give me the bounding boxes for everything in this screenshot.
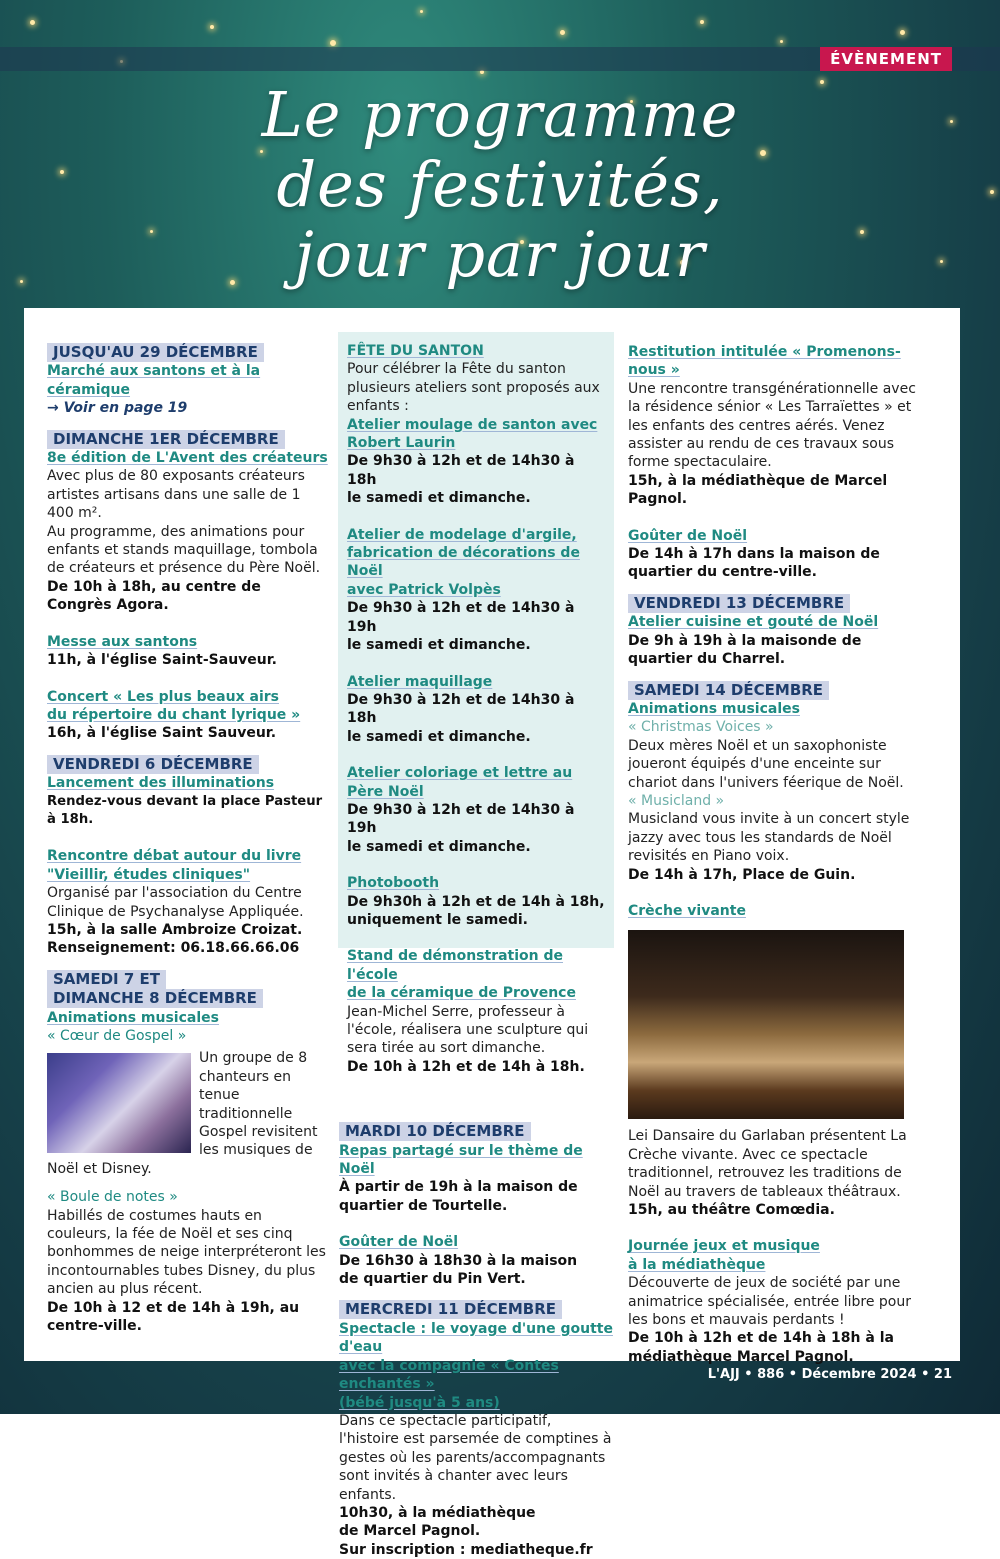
event-title: Stand de démonstration de l'école xyxy=(347,948,564,983)
event-title: avec Patrick Volpès xyxy=(347,581,501,598)
event-text: Avec plus de 80 exposants créateurs artistes artisans dans une salle de 1 400 m². xyxy=(47,468,305,522)
event-title: Goûter de Noël xyxy=(628,527,748,544)
event-text: Organisé par l'association du Centre Clinique de Psychanalyse Appliquée. xyxy=(47,885,304,920)
event-text: Une rencontre transgénérationnelle avec la résidence sénior « Les Tarraïettes » et les enfants des centres aérés. Venez assister au rendu de ces travaux sous forme spectaculaire. xyxy=(628,380,916,471)
event-time: À partir de 19h à la maison de quartier de Tourtelle. xyxy=(339,1179,578,1214)
event-title: (bébé jusqu'à 5 ans) xyxy=(339,1394,500,1411)
title-line-2: des festivités, xyxy=(276,148,724,221)
event-title: Spectacle : le voyage d'une goutte d'eau xyxy=(339,1320,613,1356)
event-title: Lancement des illuminations xyxy=(47,775,275,792)
event-title: avec la compagnie « Contes enchantés » xyxy=(339,1357,559,1393)
event-subtitle: « Christmas Voices » xyxy=(628,719,774,736)
event-title: Restitution intitulée « Promenons-nous » xyxy=(628,344,901,379)
date-heading: DIMANCHE 1ER DÉCEMBRE xyxy=(47,430,285,449)
event-time: le samedi et dimanche. xyxy=(347,838,531,855)
event-title: Journée jeux et musique xyxy=(628,1238,820,1255)
gospel-photo xyxy=(47,1053,191,1153)
event-title: de la céramique de Provence xyxy=(347,985,576,1002)
column-2 xyxy=(339,332,613,1559)
event-time: De 16h30 à 18h30 à la maison xyxy=(339,1252,578,1269)
creche-photo xyxy=(628,930,904,1119)
event-title: Goûter de Noël xyxy=(339,1234,459,1251)
event-time: le samedi et dimanche. xyxy=(347,490,531,507)
star-dot xyxy=(210,25,214,29)
date-heading: SAMEDI 14 DÉCEMBRE xyxy=(628,681,829,700)
title-line-3: jour par jour xyxy=(294,218,706,291)
date-heading: MARDI 10 DÉCEMBRE xyxy=(339,1122,531,1141)
event-text: Musicland vous invite à un concert style jazzy avec tous les standards de Noël revisités en Piano voix. xyxy=(628,811,910,865)
section-tag: ÉVÈNEMENT xyxy=(820,47,952,71)
event-time: De 9h30h à 12h et de 14h à 18h, xyxy=(347,893,605,910)
event-time: 10h30, à la médiathèque xyxy=(339,1504,536,1521)
event-time: le samedi et dimanche. xyxy=(347,728,531,745)
event-text: Un groupe de 8 chanteurs en tenue traditionnelle Gospel revisitent les musiques de Noël et Disney. xyxy=(47,1050,318,1177)
event-time: le samedi et dimanche. xyxy=(347,637,531,654)
title-line-1: Le programme xyxy=(261,78,739,151)
event-title: Animations musicales xyxy=(628,700,800,717)
event-title: Crèche vivante xyxy=(628,902,746,919)
date-heading: VENDREDI 6 DÉCEMBRE xyxy=(47,755,259,774)
event-time: De 10h à 18h, au centre de Congrès Agora. xyxy=(47,578,261,614)
event-text: Deux mères Noël et un saxophoniste joueront équipés d'une enceinte sur chariot dans l'univers féerique de Noël. xyxy=(628,737,904,791)
santon-title: FÊTE DU SANTON xyxy=(347,343,484,359)
star-dot xyxy=(420,10,423,13)
event-title: Atelier cuisine et gouté de Noël xyxy=(628,614,879,631)
event-time: de quartier du Pin Vert. xyxy=(339,1271,526,1288)
date-heading: VENDREDI 13 DÉCEMBRE xyxy=(628,594,850,613)
event-title: 8e édition de L'Avent des créateurs xyxy=(47,450,328,467)
event-title: Atelier de modelage d'argile, xyxy=(347,526,577,543)
event-time: 11h, à l'église Saint-Sauveur. xyxy=(47,652,277,669)
event-text: Habillés de costumes hauts en couleurs, la fée de Noël et ses cinq bonhommes de neige interpréteront les incontournables tubes Disney, du plus ancien au plus récent. xyxy=(47,1207,326,1298)
date-heading: DIMANCHE 8 DÉCEMBRE xyxy=(47,989,263,1008)
column-1 xyxy=(47,343,329,1336)
event-title: Messe aux santons xyxy=(47,633,198,650)
event-time: uniquement le samedi. xyxy=(347,911,529,928)
date-heading: SAMEDI 7 ET xyxy=(47,970,166,989)
event-time: De 10h à 12h et de 14h à 18h à la médiathèque Marcel Pagnol. xyxy=(628,1330,894,1365)
event-time: De 9h30 à 12h et de 14h30 à 18h xyxy=(347,691,575,727)
date-heading: MERCREDI 11 DÉCEMBRE xyxy=(339,1300,562,1319)
event-text: Dans ce spectacle participatif, l'histoire est parsemée de comptines à gestes où les parents/accompagnants sont invités à chanter avec leurs enfants. xyxy=(339,1412,612,1503)
event-subtitle: « Cœur de Gospel » xyxy=(47,1028,187,1044)
event-time: De 14h à 17h, Place de Guin. xyxy=(628,866,856,883)
date-heading: JUSQU'AU 29 DÉCEMBRE xyxy=(47,343,264,362)
event-text: Jean-Michel Serre, professeur à l'école, réalisera une sculpture qui sera tirée au sort dimanche. xyxy=(347,1003,589,1057)
event-title: Photobooth xyxy=(347,875,440,892)
event-title: Robert Laurin xyxy=(347,435,456,452)
event-subtitle: « Boule de notes » xyxy=(47,1189,178,1206)
event-title: Animations musicales xyxy=(47,1009,219,1026)
event-title: Rencontre débat autour du livre xyxy=(47,848,302,865)
event-time: De 14h à 17h dans la maison de quartier du centre-ville. xyxy=(628,546,880,581)
event-time: De 9h à 19h à la maisonde de quartier du Charrel. xyxy=(628,632,862,668)
event-title: fabrication de décorations de Noël xyxy=(347,545,580,580)
event-title: Repas partagé sur le thème de Noël xyxy=(339,1142,583,1178)
star-dot xyxy=(330,40,336,46)
event-text: Pour célébrer la Fête du santon plusieurs ateliers sont proposés aux enfants : xyxy=(347,361,600,415)
event-title: Concert « Les plus beaux airs xyxy=(47,688,279,705)
event-title: à la médiathèque xyxy=(628,1256,766,1273)
event-time: de Marcel Pagnol. xyxy=(339,1523,481,1540)
event-time: De 10h à 12h et de 14h à 18h. xyxy=(347,1058,585,1075)
event-text: Lei Dansaire du Garlaban présentent La Crèche vivante. Avec ce spectacle traditionnel, retrouvez les traditions de Noël au travers de tableaux théâtraux. xyxy=(628,1128,907,1200)
event-time: De 9h30 à 12h et de 14h30 à 18h xyxy=(347,453,575,488)
event-title: Atelier coloriage et lettre au Père Noël xyxy=(347,765,573,800)
event-title: "Vieillir, études cliniques" xyxy=(47,866,251,883)
star-dot xyxy=(700,20,704,24)
column-3 xyxy=(628,343,918,1366)
star-dot xyxy=(560,30,565,35)
event-info: Sur inscription : mediatheque.fr xyxy=(339,1541,593,1558)
event-time: De 10h à 12 et de 14h à 19h, au centre-ville. xyxy=(47,1299,300,1335)
event-info: Renseignement: 06.18.66.66.06 xyxy=(47,940,300,957)
event-time: 15h, à la salle Ambroize Croizat. xyxy=(47,921,303,938)
event-time: 15h, au théâtre Comœdia. xyxy=(628,1202,835,1218)
event-time: 16h, à l'église Saint Sauveur. xyxy=(47,725,277,742)
page-footer: L'AJJ • 886 • Décembre 2024 • 21 xyxy=(707,1367,952,1382)
event-title: Atelier maquillage xyxy=(347,673,493,690)
event-title: Marché aux santons et à la céramique xyxy=(47,363,261,398)
event-title: du répertoire du chant lyrique » xyxy=(47,706,301,723)
star-dot xyxy=(780,40,783,43)
event-title: Atelier moulage de santon avec xyxy=(347,416,598,433)
event-time: De 9h30 à 12h et de 14h30 à 19h xyxy=(347,600,575,635)
event-text: Découverte de jeux de société par une animatrice spécialisée, entrée libre pour les bons et mauvais perdants ! xyxy=(628,1275,911,1329)
page-link[interactable]: → Voir en page 19 xyxy=(47,400,188,417)
event-time: De 9h30 à 12h et de 14h30 à 19h xyxy=(347,801,575,837)
page-title xyxy=(0,80,1000,290)
event-subtitle: « Musicland » xyxy=(628,792,725,809)
star-dot xyxy=(900,30,905,35)
event-time: Rendez-vous devant la place Pasteur à 18h. xyxy=(47,793,323,827)
star-dot xyxy=(30,20,35,25)
event-time: 15h, à la médiathèque de Marcel Pagnol. xyxy=(628,472,888,508)
event-text: Au programme, des animations pour enfants et stands maquillage, tombola de créateurs et présence du Père Noël. xyxy=(47,523,321,577)
